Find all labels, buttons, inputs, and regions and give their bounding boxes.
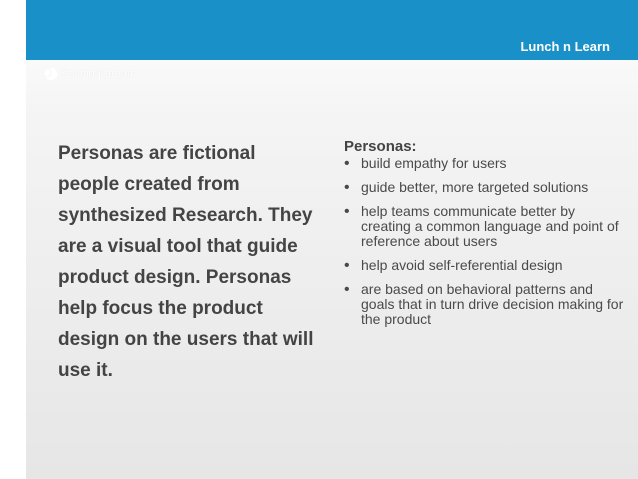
- slide: [26, 0, 638, 479]
- bullet-item: • are based on behavioral patterns and goals that in turn drive decision making for the product: [344, 282, 624, 327]
- bullet-list: [344, 156, 624, 327]
- solutionstream-logo-icon: [44, 67, 58, 81]
- bullet-item: • guide better, more targeted solutions: [344, 180, 624, 195]
- personas-heading: Personas:: [344, 138, 417, 155]
- personas-benefits: [344, 138, 624, 336]
- bullet-item: • help teams communicate better by creating a common language and point of reference about users: [344, 204, 624, 249]
- header-band: [26, 0, 638, 60]
- logo-text: SolutionStream: [61, 68, 137, 80]
- bullet-item: • build empathy for users: [344, 156, 624, 171]
- persona-definition: Personas are fictional people created from synthesized Research. They are a visual tool that guide product design. Personas help focus the product design on the users that will use it.: [58, 143, 314, 381]
- header-title: Lunch n Learn: [520, 39, 610, 54]
- bullet-item: • help avoid self-referential design: [344, 258, 624, 273]
- logo: [44, 66, 136, 82]
